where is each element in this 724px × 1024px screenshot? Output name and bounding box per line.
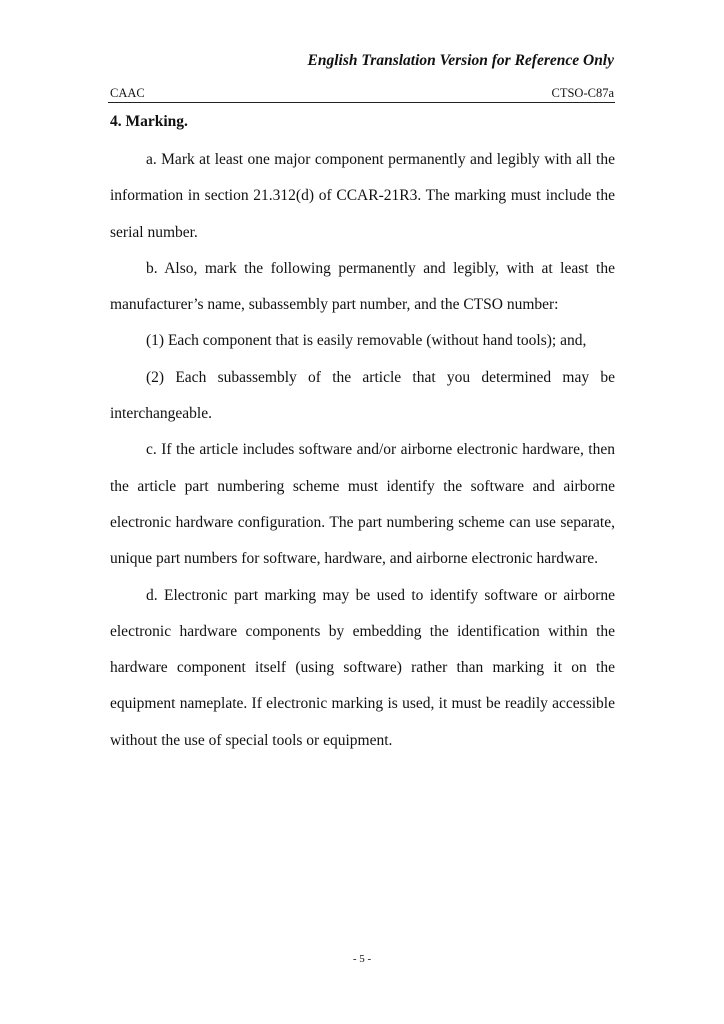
paragraph-b: b. Also, mark the following permanently and legibly, with at least the manufacturer’s name, subassembly part number, and the CTSO number:	[110, 259, 615, 314]
paragraph-d: d. Electronic part marking may be used to identify software or airborne electronic hardware components by embedding the identification within the hardware component itself (using software) rather than marking it on the equipment nameplate. If electronic marking is used, it must be readily accessible without the use of special tools or equipment.	[110, 586, 615, 749]
section-body	[110, 142, 615, 759]
header-organization: CAAC	[110, 86, 145, 100]
paragraph-c: c. If the article includes software and/or airborne electronic hardware, then the article part numbering scheme must identify the software and airborne electronic hardware configuration. The part numbering scheme can use separate, unique part numbers for software, hardware, and airborne electronic hardware.	[110, 441, 615, 568]
section-title: 4. Marking.	[110, 113, 188, 130]
page-number: - 5 -	[352, 953, 372, 965]
translation-note: English Translation Version for Reference Only	[307, 52, 614, 69]
paragraph-a: a. Mark at least one major component permanently and legibly with all the information in section 21.312(d) of CCAR-21R3. The marking must include the serial number.	[110, 151, 615, 241]
paragraph-b2: (2) Each subassembly of the article that you determined may be interchangeable.	[110, 368, 615, 423]
header-divider	[108, 102, 615, 103]
header-document-id: CTSO-C87a	[551, 86, 614, 100]
paragraph-b1: (1) Each component that is easily removable (without hand tools); and,	[146, 332, 587, 350]
